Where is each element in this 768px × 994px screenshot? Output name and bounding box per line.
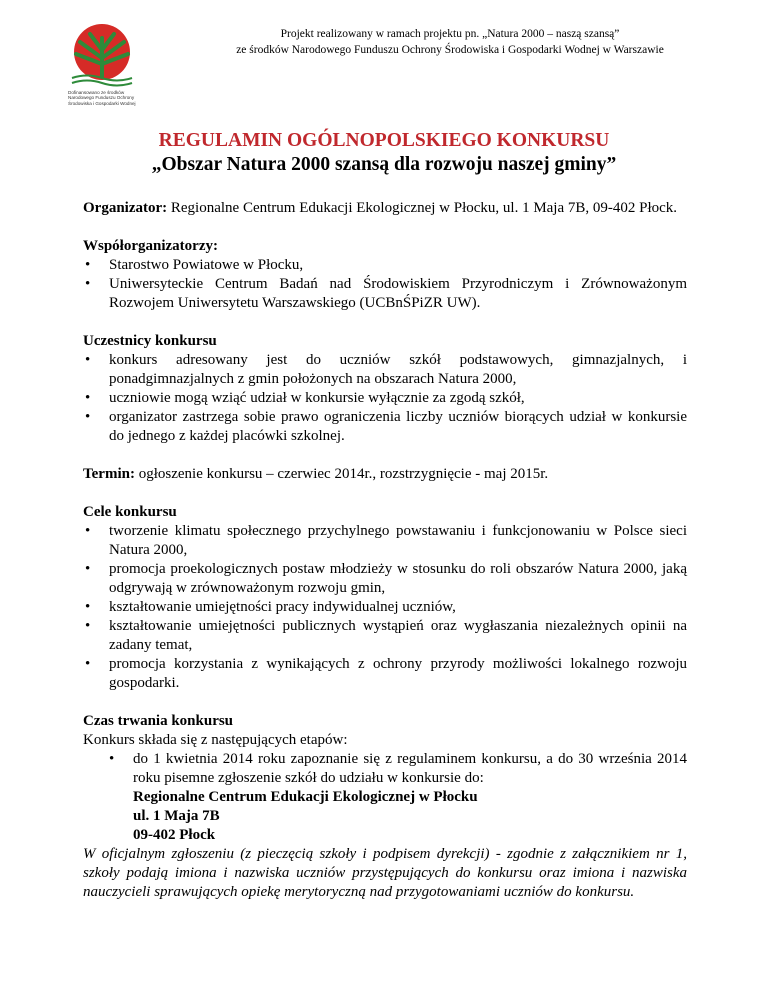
bullet-icon: • <box>109 751 115 767</box>
list-item-text: kształtowanie umiejętności pracy indywidualnej uczniów, <box>109 599 456 615</box>
organizer-section <box>83 199 687 218</box>
duration-list <box>83 750 687 788</box>
list-item <box>83 617 687 655</box>
organizer-label: Organizator: <box>83 200 168 216</box>
goals-heading <box>83 503 687 522</box>
title-subtitle: „Obszar Natura 2000 szansą dla rozwoju naszej gminy” <box>151 154 617 175</box>
title-main: REGULAMIN OGÓLNOPOLSKIEGO KONKURSU <box>158 130 610 151</box>
bullet-icon: • <box>85 352 91 368</box>
list-item-text: do 1 kwietnia 2014 roku zapoznanie się z regulaminem konkursu, a do 30 września 2014 roku pisemne zgłoszenie szkół do udziału w konkursie do: <box>133 751 687 786</box>
list-item <box>83 598 687 617</box>
duration-heading <box>83 712 687 731</box>
list-item-text: organizator zastrzega sobie prawo ograniczenia liczby uczniów biorących udział w konkursie do jednego z każdej placówki szkolnej. <box>109 409 687 444</box>
list-item-text: Starostwo Powiatowe w Płocku, <box>109 257 304 273</box>
list-item-text: Uniwersyteckie Centrum Badań nad Środowiskiem Przyrodniczym i Zrównoważonym Rozwojem Uniwersytetu Warszawskiego (UCBnŚPiZR UW). <box>109 276 687 311</box>
list-item <box>83 560 687 598</box>
coorganizers-list <box>83 256 687 313</box>
logo-emblem <box>56 18 156 88</box>
list-item <box>83 522 687 560</box>
goals-heading-text: Cele konkursu <box>83 504 177 520</box>
logo-caption-line: Środowiska i Gospodarki Wodnej <box>68 100 136 106</box>
address-block <box>83 788 687 845</box>
bullet-icon: • <box>85 656 91 672</box>
list-item-text: promocja proekologicznych postaw młodzieży w stosunku do roli obszarów Natura 2000, jaką odgrywają w zrównoważonym rozwoju gmin, <box>109 561 687 596</box>
list-item-text: tworzenie klimatu społecznego przychylnego powstawaniu i funkcjonowaniu w Polsce sieci Natura 2000, <box>109 523 687 558</box>
term-label: Termin: <box>83 466 135 482</box>
participants-heading <box>83 332 687 351</box>
project-header-note <box>155 26 745 58</box>
nfosigw-logo <box>56 18 156 106</box>
application-note: W oficjalnym zgłoszeniu (z pieczęcią szkoły i podpisem dyrekcji) - zgodnie z załącznikiem nr 1, szkoły podają imiona i nazwiska uczniów przystępujących do konkursu oraz imiona i nazwiska nauczycieli sprawujących opiekę merytoryczną nad przygotowaniami uczniów do konkursu. <box>83 846 687 900</box>
coorganizers-heading <box>83 237 687 256</box>
header-line-1: Projekt realizowany w ramach projektu pn. „Natura 2000 – naszą szansą” <box>280 28 620 40</box>
organizer-text: Regionalne Centrum Edukacji Ekologicznej w Płocku, ul. 1 Maja 7B, 09-402 Płock. <box>167 200 678 216</box>
address-line: ul. 1 Maja 7B <box>133 808 220 824</box>
list-item <box>83 275 687 313</box>
list-item <box>83 256 687 275</box>
term-text: ogłoszenie konkursu – czerwiec 2014r., rozstrzygnięcie - maj 2015r. <box>134 466 549 482</box>
logo-caption-line: Narodowego Funduszu Ochrony <box>68 95 135 101</box>
bullet-icon: • <box>85 523 91 539</box>
document-body <box>83 199 687 902</box>
bullet-icon: • <box>85 390 91 406</box>
bullet-icon: • <box>85 257 91 273</box>
header-line-2: ze środków Narodowego Funduszu Ochrony Środowiska i Gospodarki Wodnej w Warszawie <box>236 44 664 56</box>
list-item <box>83 655 687 693</box>
coorganizers-heading-text: Współorganizatorzy: <box>83 238 218 254</box>
goals-list <box>83 522 687 693</box>
list-item <box>83 750 687 788</box>
participants-list <box>83 351 687 446</box>
bullet-icon: • <box>85 561 91 577</box>
bullet-icon: • <box>85 276 91 292</box>
bullet-icon: • <box>85 409 91 425</box>
list-item-text: uczniowie mogą wziąć udział w konkursie wyłącznie za zgodą szkół, <box>109 390 525 406</box>
bullet-icon: • <box>85 618 91 634</box>
list-item <box>83 389 687 408</box>
participants-heading-text: Uczestnicy konkursu <box>83 333 217 349</box>
list-item-text: promocja korzystania z wynikających z ochrony przyrody możliwości lokalnego rozwoju gospodarki. <box>109 656 687 691</box>
list-item-text: konkurs adresowany jest do uczniów szkół podstawowych, gimnazjalnych, i ponadgimnazjalnych z gmin położonych na obszarach Natura 2000, <box>109 352 687 387</box>
bullet-icon: • <box>85 599 91 615</box>
logo-caption <box>56 90 156 106</box>
document-title <box>0 129 768 177</box>
duration-intro: Konkurs składa się z następujących etapów: <box>83 732 348 748</box>
address-line: Regionalne Centrum Edukacji Ekologicznej w Płocku <box>133 789 478 805</box>
duration-heading-text: Czas trwania konkursu <box>83 713 234 729</box>
list-item <box>83 351 687 389</box>
logo-caption-line: Dofinansowano ze środków <box>68 90 125 95</box>
address-line: 09-402 Płock <box>133 827 216 843</box>
list-item-text: kształtowanie umiejętności publicznych wystąpień oraz wygłaszania niezależnych opinii na zadany temat, <box>109 618 687 653</box>
term-section <box>83 465 687 484</box>
list-item <box>83 408 687 446</box>
